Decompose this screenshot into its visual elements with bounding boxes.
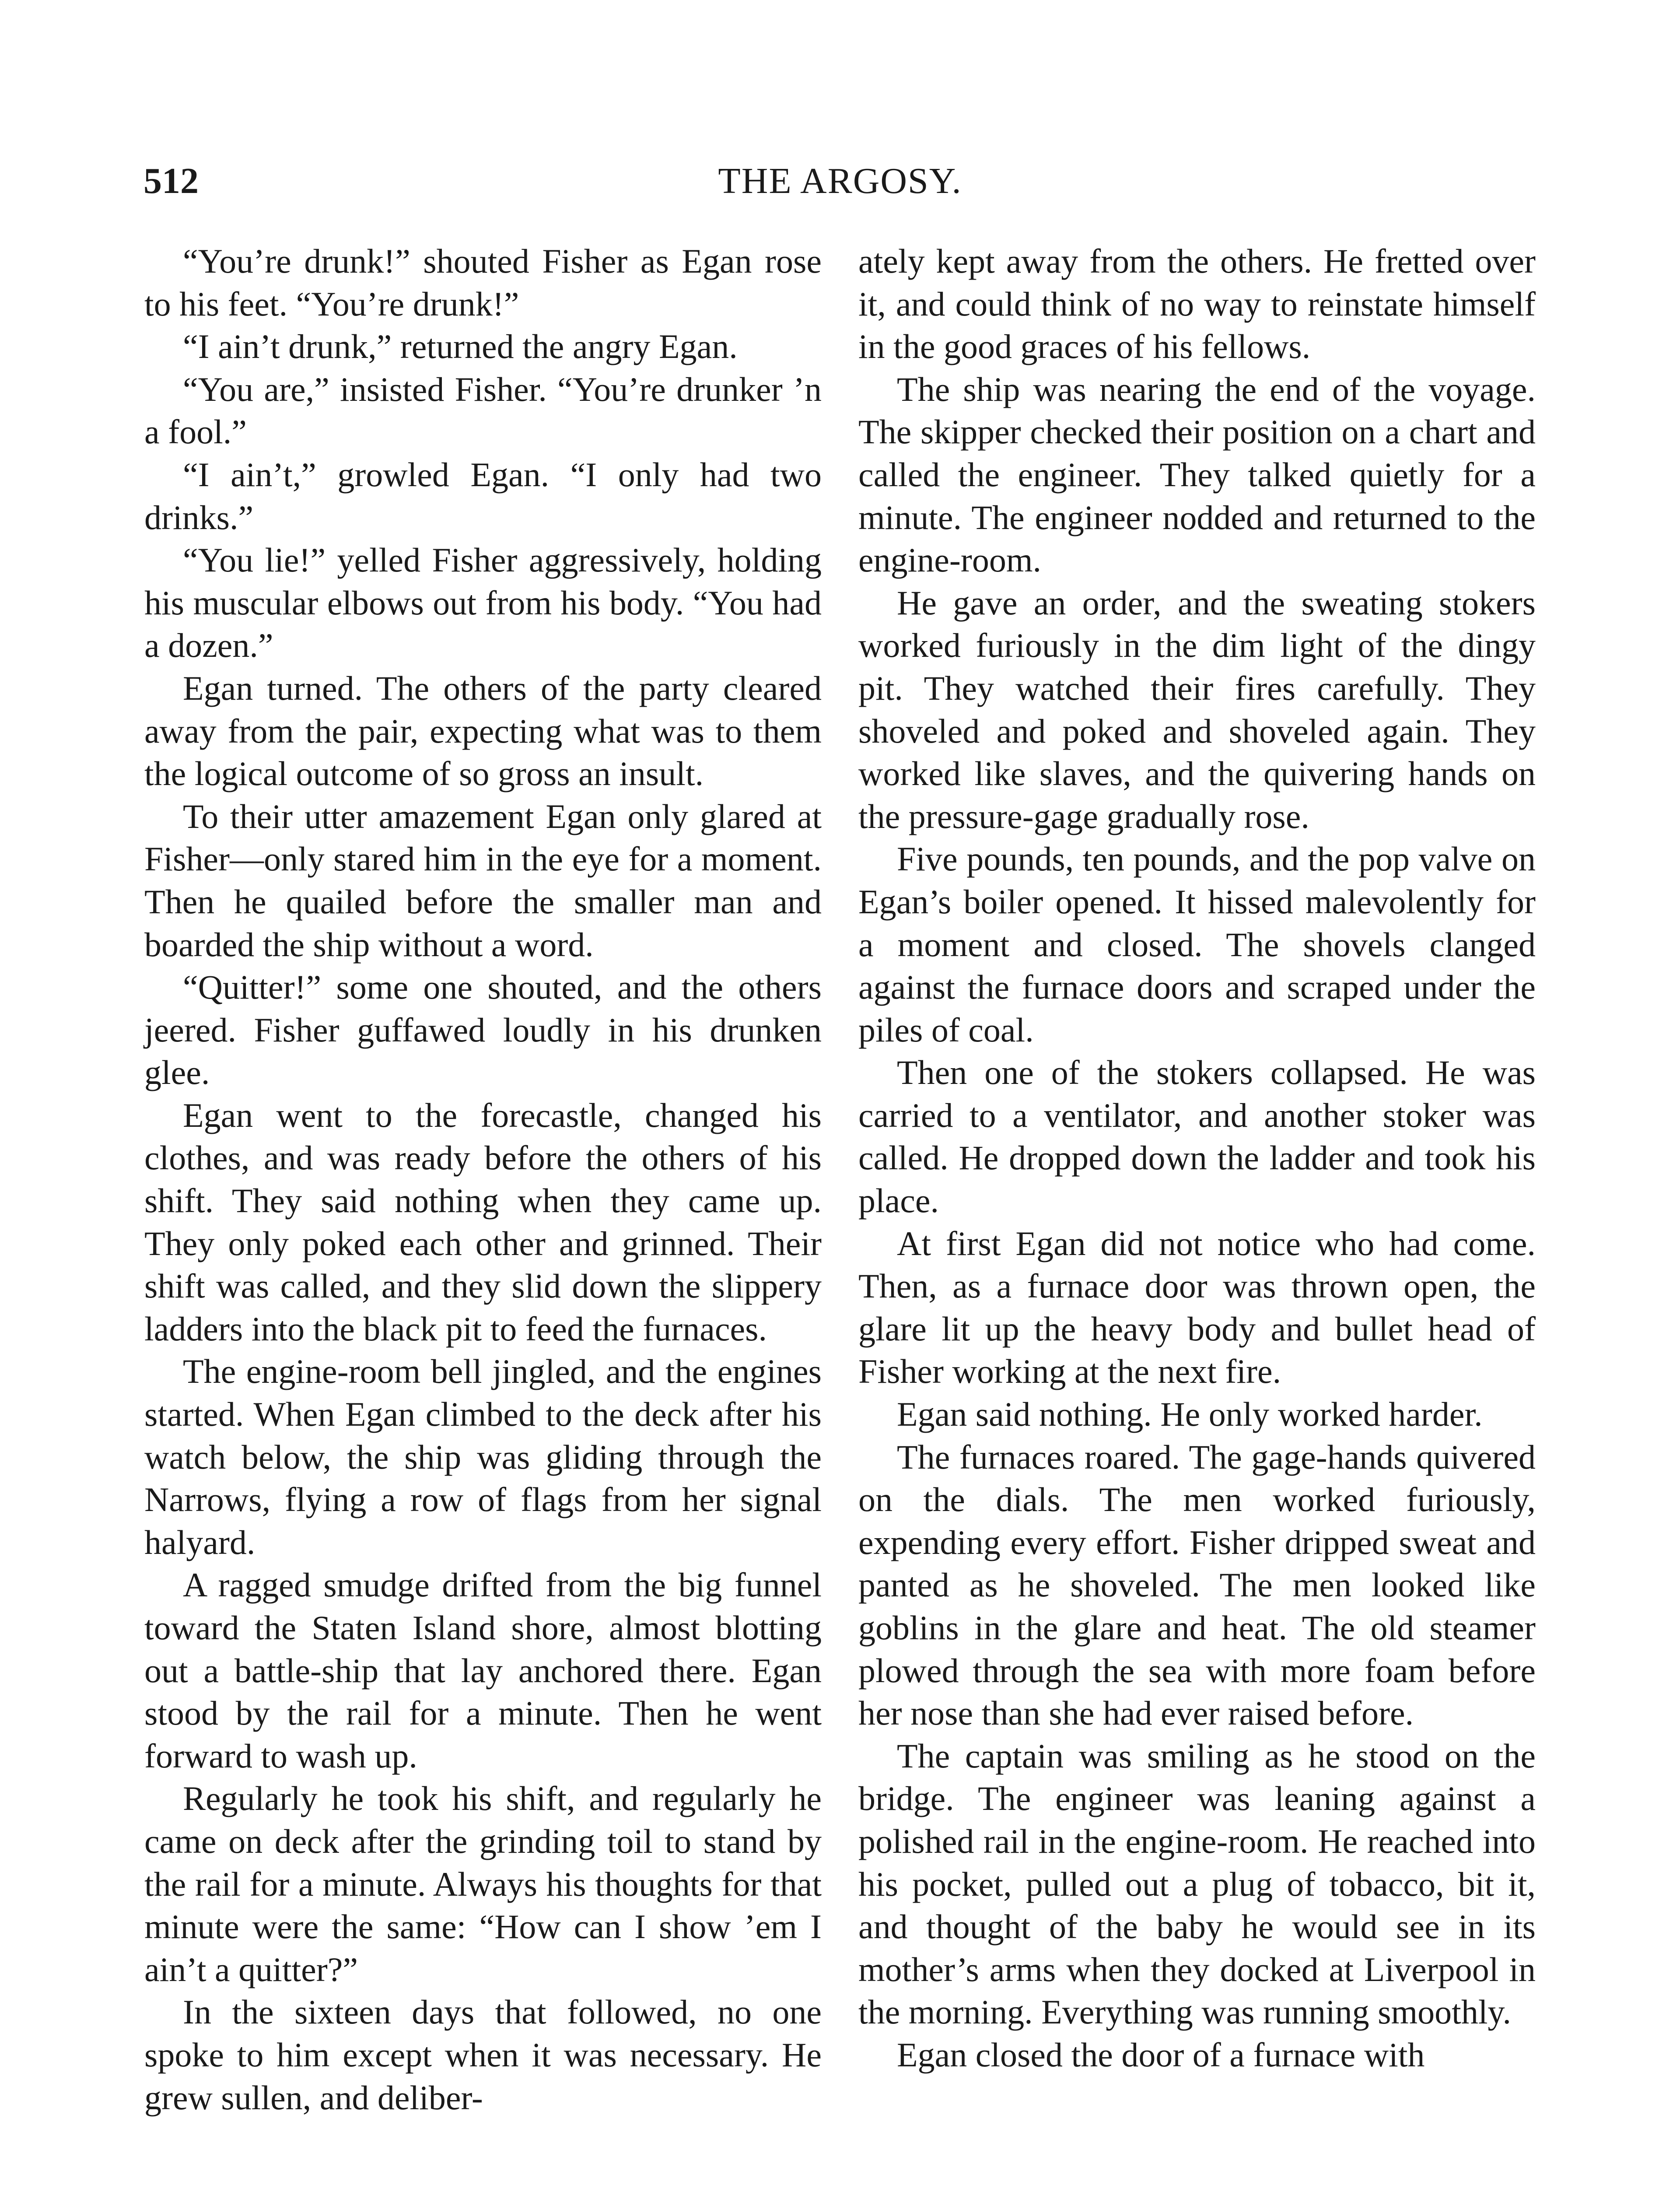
paragraph: The captain was smiling as he stood on the bridge. The engineer was leaning against a polished rail in the engine-room. He reached into his pocket, pulled out a plug of tobacco, bit it, and thought of the baby he would see in its mother’s arms when they docked at Liverpool in the morning. Everything was running smoothly. <box>858 1736 1536 2031</box>
paragraph: “Quitter!” some one shouted, and the others jeered. Fisher guffawed loudly in his drunken glee. <box>144 968 822 1092</box>
paragraph: “I ain’t,” growled Egan. “I only had two drinks.” <box>144 455 822 536</box>
paragraph: A ragged smudge drifted from the big funnel toward the Staten Island shore, almost blotting out a battle-ship that lay anchored there. Egan stood by the rail for a minute. Then he went forward to wash up. <box>144 1566 822 1775</box>
paragraph: “I ain’t drunk,” returned the angry Egan. <box>183 327 738 366</box>
page-number: 512 <box>144 161 199 201</box>
paragraph: In the sixteen days that followed, no one spoke to him except when it was necessary. He grew sullen, and deliber- <box>144 1993 822 2117</box>
paragraph: At first Egan did not notice who had come. Then, as a furnace door was thrown open, the glare lit up the heavy body and bullet head of Fisher working at the next fire. <box>858 1224 1536 1391</box>
paragraph: Egan turned. The others of the party cleared away from the pair, expecting what was to them the logical outcome of so gross an insult. <box>144 669 822 793</box>
paragraph: Then one of the stokers collapsed. He was carried to a ventilator, and another stoker was called. He dropped down the ladder and took his place. <box>858 1053 1536 1220</box>
paragraph: Five pounds, ten pounds, and the pop valve on Egan’s boiler opened. It hissed malevolently for a moment and closed. The shovels clanged against the furnace doors and scraped under the piles of coal. <box>858 840 1536 1049</box>
running-title: THE ARGOSY. <box>718 161 962 201</box>
paragraph: He gave an order, and the sweating stokers worked furiously in the dim light of the dingy pit. They watched their fires carefully. They shoveled and poked and shoveled again. They worked like slaves, and the quivering hands on the pressure-gage gradually rose. <box>858 583 1536 835</box>
paragraph: Egan said nothing. He only worked harder. <box>897 1395 1483 1434</box>
right-text-column <box>858 240 1536 2076</box>
paragraph-continued: ately kept away from the others. He fretted over it, and could think of no way to reinstate himself in the good graces of his fellows. <box>858 242 1536 366</box>
paragraph: The engine-room bell jingled, and the engines started. When Egan climbed to the deck after his watch below, the ship was gliding through the Narrows, flying a row of flags from her signal halyard. <box>144 1352 822 1561</box>
paragraph: To their utter amazement Egan only glared at Fisher—only stared him in the eye for a moment. Then he quailed before the smaller man and boarded the ship without a word. <box>144 797 822 964</box>
paragraph: Egan closed the door of a furnace with <box>897 2035 1425 2074</box>
paragraph: Egan went to the forecastle, changed his clothes, and was ready before the others of his shift. They said nothing when they came up. They only poked each other and grinned. Their shift was called, and they slid down the slippery ladders into the black pit to feed the furnaces. <box>144 1096 822 1348</box>
paragraph: “You lie!” yelled Fisher aggressively, holding his muscular elbows out from his body. “You had a dozen.” <box>144 541 822 665</box>
left-text-column <box>144 240 822 2119</box>
paragraph: “You’re drunk!” shouted Fisher as Egan rose to his feet. “You’re drunk!” <box>144 242 822 323</box>
paragraph: Regularly he took his shift, and regularly he came on deck after the grinding toil to stand by the rail for a minute. Always his thoughts for that minute were the same: “How can I show ’em I ain’t a quitter?” <box>144 1779 822 1988</box>
paragraph: “You are,” insisted Fisher. “You’re drunker ’n a fool.” <box>144 370 822 451</box>
paragraph: The ship was nearing the end of the voyage. The skipper checked their position on a chart and called the engineer. They talked quietly for a minute. The engineer nodded and returned to the engine-room. <box>858 370 1536 579</box>
paragraph: The furnaces roared. The gage-hands quivered on the dials. The men worked furiously, expending every effort. Fisher dripped sweat and panted as he shoveled. The men looked like goblins in the glare and heat. The old steamer plowed through the sea with more foam before her nose than she had ever raised before. <box>858 1438 1536 1732</box>
